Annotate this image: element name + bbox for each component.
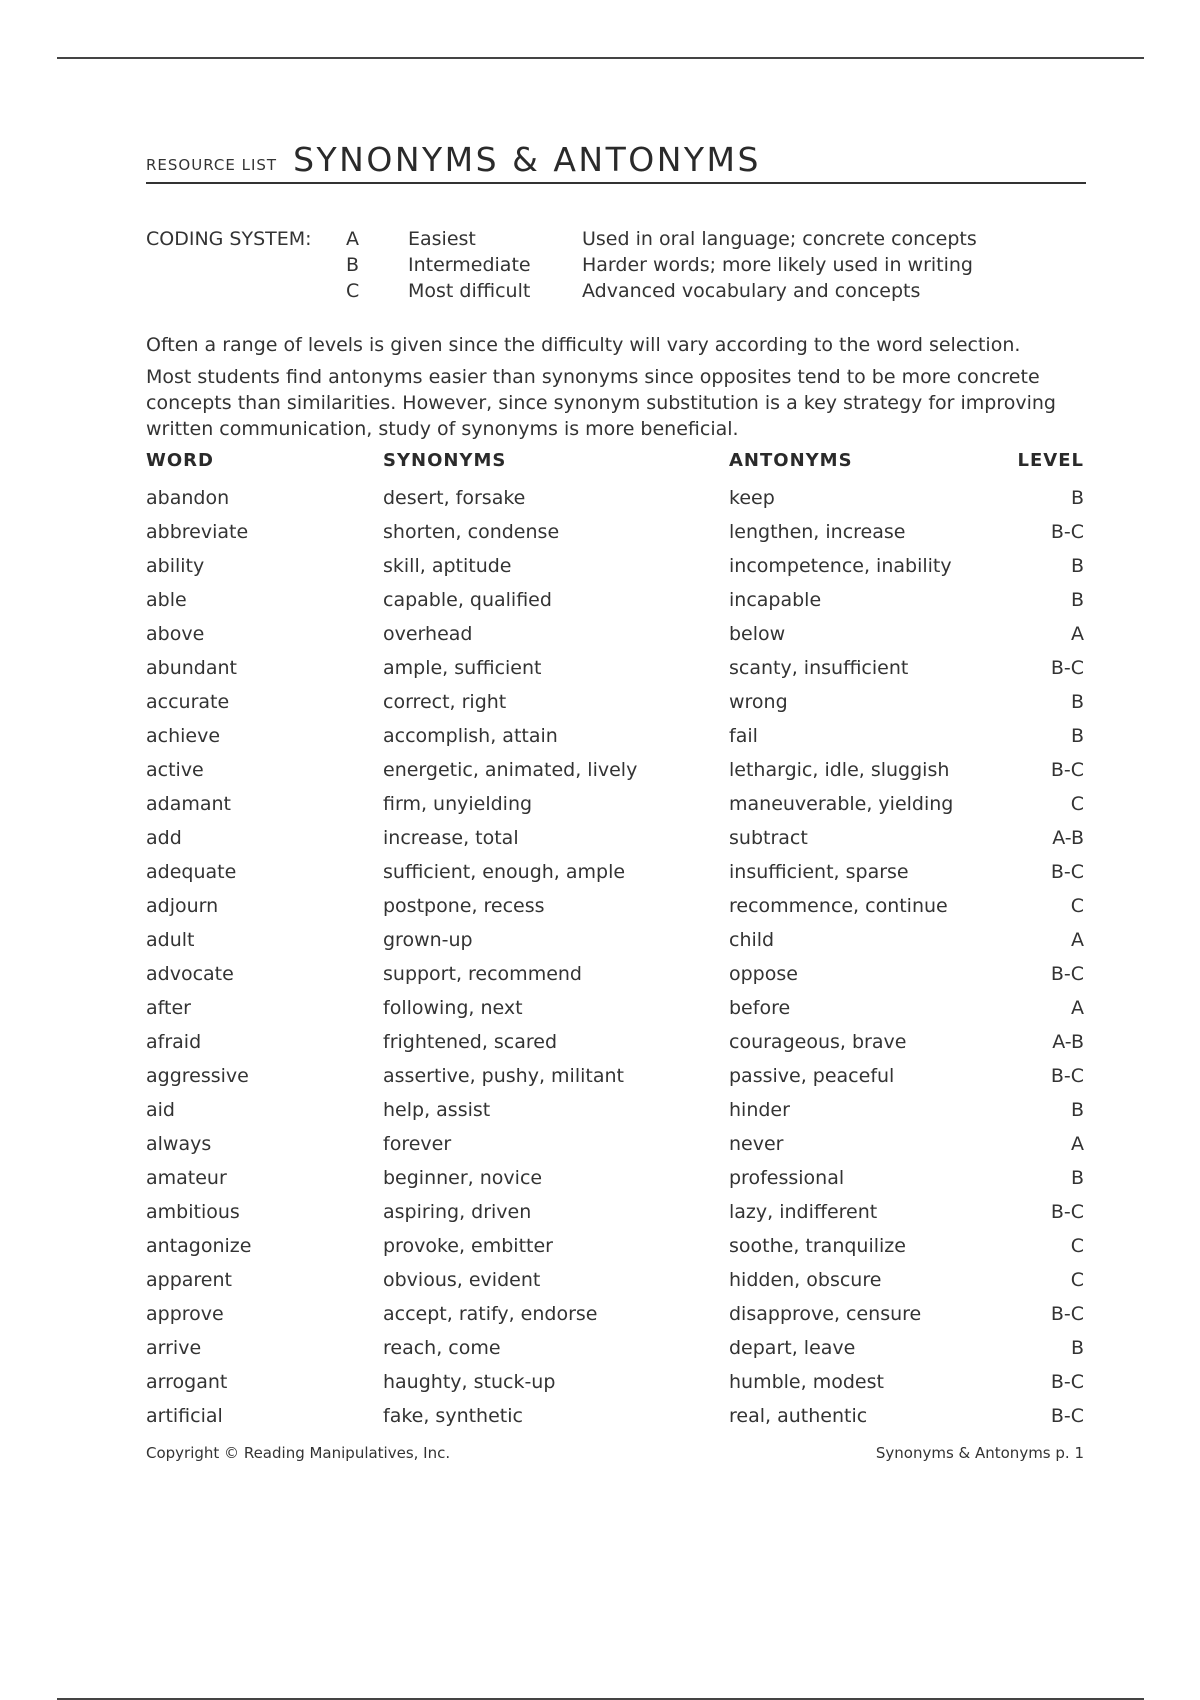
table-row xyxy=(146,1368,1086,1402)
cell-antonyms: oppose xyxy=(729,963,798,985)
cell-word: active xyxy=(146,759,204,781)
cell-synonyms: accomplish, attain xyxy=(383,725,558,747)
cell-synonyms: postpone, recess xyxy=(383,895,545,917)
cell-word: adjourn xyxy=(146,895,219,917)
coding-description: Harder words; more likely used in writing xyxy=(582,254,973,276)
coding-system-rows xyxy=(146,226,1086,304)
cell-word: aid xyxy=(146,1099,175,1121)
table-row xyxy=(146,790,1086,824)
cell-antonyms: hidden, obscure xyxy=(729,1269,882,1291)
coding-row xyxy=(146,278,1086,304)
page-footer xyxy=(146,1444,1086,1466)
cell-antonyms: scanty, insufficient xyxy=(729,657,909,679)
cell-word: abbreviate xyxy=(146,521,249,543)
cell-antonyms: lethargic, idle, sluggish xyxy=(729,759,950,781)
header-synonyms: SYNONYMS xyxy=(383,450,507,471)
table-row xyxy=(146,824,1086,858)
coding-description: Used in oral language; concrete concepts xyxy=(582,228,977,250)
cell-synonyms: correct, right xyxy=(383,691,507,713)
cell-word: artificial xyxy=(146,1405,223,1427)
table-row xyxy=(146,688,1086,722)
cell-synonyms: skill, aptitude xyxy=(383,555,512,577)
cell-level: B-C xyxy=(1050,759,1084,781)
table-row xyxy=(146,994,1086,1028)
cell-level: C xyxy=(1070,1269,1084,1291)
cell-word: adult xyxy=(146,929,195,951)
table-row xyxy=(146,1028,1086,1062)
table-row xyxy=(146,1164,1086,1198)
cell-antonyms: lazy, indifferent xyxy=(729,1201,878,1223)
cell-synonyms: desert, forsake xyxy=(383,487,526,509)
cell-synonyms: beginner, novice xyxy=(383,1167,543,1189)
table-row xyxy=(146,926,1086,960)
cell-level: B-C xyxy=(1050,657,1084,679)
intro-paragraph-2: Most students find antonyms easier than synonyms since opposites tend to be more concrete concepts than similarities. However, since synonym substitution is a key strategy for improving written communication, study of synonyms is more beneficial. xyxy=(146,366,1056,440)
cell-antonyms: passive, peaceful xyxy=(729,1065,895,1087)
cell-antonyms: real, authentic xyxy=(729,1405,868,1427)
cell-synonyms: ample, sufficient xyxy=(383,657,542,679)
cell-synonyms: following, next xyxy=(383,997,523,1019)
cell-level: B xyxy=(1070,555,1084,577)
cell-word: afraid xyxy=(146,1031,202,1053)
cell-synonyms: shorten, condense xyxy=(383,521,560,543)
cell-word: advocate xyxy=(146,963,234,985)
table-row xyxy=(146,1266,1086,1300)
cell-level: A xyxy=(1071,997,1084,1019)
copyright-text: Copyright © Reading Manipulatives, Inc. xyxy=(146,1444,451,1462)
coding-description: Advanced vocabulary and concepts xyxy=(582,280,921,302)
cell-word: add xyxy=(146,827,182,849)
cell-antonyms: disapprove, censure xyxy=(729,1303,922,1325)
cell-level: B-C xyxy=(1050,1405,1084,1427)
cell-antonyms: professional xyxy=(729,1167,845,1189)
table-row xyxy=(146,1402,1086,1436)
table-row xyxy=(146,722,1086,756)
cell-level: B xyxy=(1070,1337,1084,1359)
cell-synonyms: sufficient, enough, ample xyxy=(383,861,626,883)
coding-level: Most difficult xyxy=(408,280,531,302)
cell-word: arrogant xyxy=(146,1371,228,1393)
cell-word: after xyxy=(146,997,191,1019)
coding-row xyxy=(146,226,1086,252)
cell-word: achieve xyxy=(146,725,221,747)
cell-synonyms: forever xyxy=(383,1133,452,1155)
cell-word: abandon xyxy=(146,487,230,509)
table-row xyxy=(146,1334,1086,1368)
cell-word: ability xyxy=(146,555,205,577)
cell-word: abundant xyxy=(146,657,237,679)
cell-synonyms: reach, come xyxy=(383,1337,501,1359)
cell-antonyms: recommence, continue xyxy=(729,895,948,917)
cell-synonyms: assertive, pushy, militant xyxy=(383,1065,624,1087)
cell-synonyms: fake, synthetic xyxy=(383,1405,523,1427)
cell-antonyms: depart, leave xyxy=(729,1337,856,1359)
table-row xyxy=(146,960,1086,994)
cell-antonyms: subtract xyxy=(729,827,808,849)
cell-level: B xyxy=(1070,487,1084,509)
cell-word: always xyxy=(146,1133,212,1155)
cell-synonyms: firm, unyielding xyxy=(383,793,533,815)
cell-level: B-C xyxy=(1050,521,1084,543)
cell-word: ambitious xyxy=(146,1201,240,1223)
cell-level: A xyxy=(1071,929,1084,951)
intro-paragraph-1: Often a range of levels is given since the difficulty will vary according to the word selection. xyxy=(146,334,1021,356)
cell-antonyms: before xyxy=(729,997,791,1019)
table-row xyxy=(146,1300,1086,1334)
cell-level: B-C xyxy=(1050,1371,1084,1393)
cell-antonyms: below xyxy=(729,623,786,645)
coding-row xyxy=(146,252,1086,278)
cell-synonyms: accept, ratify, endorse xyxy=(383,1303,598,1325)
cell-synonyms: grown-up xyxy=(383,929,473,951)
cell-level: B-C xyxy=(1050,1303,1084,1325)
page-number: Synonyms & Antonyms p. 1 xyxy=(875,1444,1084,1462)
cell-word: arrive xyxy=(146,1337,202,1359)
coding-code: C xyxy=(346,280,360,302)
cell-antonyms: hinder xyxy=(729,1099,790,1121)
coding-level: Easiest xyxy=(408,228,476,250)
cell-antonyms: wrong xyxy=(729,691,788,713)
table-row xyxy=(146,892,1086,926)
cell-level: C xyxy=(1070,793,1084,815)
coding-code: B xyxy=(346,254,360,276)
cell-antonyms: never xyxy=(729,1133,784,1155)
title-bar xyxy=(146,128,1086,184)
cell-antonyms: lengthen, increase xyxy=(729,521,906,543)
cell-antonyms: soothe, tranquilize xyxy=(729,1235,906,1257)
cell-word: antagonize xyxy=(146,1235,252,1257)
cell-synonyms: frightened, scared xyxy=(383,1031,558,1053)
table-row xyxy=(146,518,1086,552)
cell-word: apparent xyxy=(146,1269,232,1291)
cell-level: B xyxy=(1070,589,1084,611)
cell-word: adequate xyxy=(146,861,237,883)
table-row xyxy=(146,1198,1086,1232)
cell-synonyms: help, assist xyxy=(383,1099,491,1121)
table-row xyxy=(146,620,1086,654)
header-antonyms: ANTONYMS xyxy=(729,450,853,471)
resource-list-label: RESOURCE LIST xyxy=(146,156,278,174)
cell-antonyms: maneuverable, yielding xyxy=(729,793,954,815)
cell-synonyms: overhead xyxy=(383,623,473,645)
word-table xyxy=(146,484,1086,1436)
cell-level: A-B xyxy=(1052,1031,1084,1053)
table-row xyxy=(146,586,1086,620)
table-row xyxy=(146,484,1086,518)
page-title: SYNONYMS & ANTONYMS xyxy=(293,140,761,179)
cell-word: accurate xyxy=(146,691,230,713)
cell-level: A-B xyxy=(1052,827,1084,849)
page-content xyxy=(146,128,1086,1466)
cell-level: B xyxy=(1070,691,1084,713)
coding-code: A xyxy=(346,228,359,250)
cell-level: C xyxy=(1070,895,1084,917)
cell-antonyms: courageous, brave xyxy=(729,1031,907,1053)
cell-synonyms: support, recommend xyxy=(383,963,582,985)
cell-level: B xyxy=(1070,725,1084,747)
cell-synonyms: energetic, animated, lively xyxy=(383,759,638,781)
header-word: WORD xyxy=(146,450,214,471)
cell-word: able xyxy=(146,589,187,611)
cell-antonyms: fail xyxy=(729,725,758,747)
table-header xyxy=(146,448,1086,474)
table-row xyxy=(146,1062,1086,1096)
cell-antonyms: insufficient, sparse xyxy=(729,861,909,883)
cell-word: adamant xyxy=(146,793,231,815)
cell-word: above xyxy=(146,623,205,645)
cell-antonyms: keep xyxy=(729,487,775,509)
header-level: LEVEL xyxy=(1017,450,1084,471)
coding-system xyxy=(146,226,1086,306)
coding-system-label: CODING SYSTEM: xyxy=(146,228,312,250)
cell-antonyms: humble, modest xyxy=(729,1371,884,1393)
cell-synonyms: haughty, stuck-up xyxy=(383,1371,556,1393)
cell-word: approve xyxy=(146,1303,224,1325)
cell-synonyms: provoke, embitter xyxy=(383,1235,553,1257)
cell-level: B xyxy=(1070,1099,1084,1121)
cell-word: aggressive xyxy=(146,1065,249,1087)
cell-synonyms: aspiring, driven xyxy=(383,1201,532,1223)
cell-level: B-C xyxy=(1050,963,1084,985)
cell-level: C xyxy=(1070,1235,1084,1257)
table-row xyxy=(146,654,1086,688)
cell-level: B-C xyxy=(1050,861,1084,883)
cell-synonyms: increase, total xyxy=(383,827,519,849)
cell-synonyms: obvious, evident xyxy=(383,1269,541,1291)
top-page-rule xyxy=(57,57,1144,59)
cell-level: A xyxy=(1071,623,1084,645)
table-row xyxy=(146,1130,1086,1164)
table-row xyxy=(146,858,1086,892)
intro-text xyxy=(146,332,1086,442)
cell-level: B-C xyxy=(1050,1201,1084,1223)
cell-level: B-C xyxy=(1050,1065,1084,1087)
cell-antonyms: incapable xyxy=(729,589,822,611)
table-row xyxy=(146,756,1086,790)
cell-level: A xyxy=(1071,1133,1084,1155)
coding-level: Intermediate xyxy=(408,254,531,276)
table-row xyxy=(146,1232,1086,1266)
cell-antonyms: child xyxy=(729,929,775,951)
cell-antonyms: incompetence, inability xyxy=(729,555,952,577)
cell-synonyms: capable, qualified xyxy=(383,589,552,611)
cell-level: B xyxy=(1070,1167,1084,1189)
table-row xyxy=(146,1096,1086,1130)
cell-word: amateur xyxy=(146,1167,227,1189)
table-row xyxy=(146,552,1086,586)
